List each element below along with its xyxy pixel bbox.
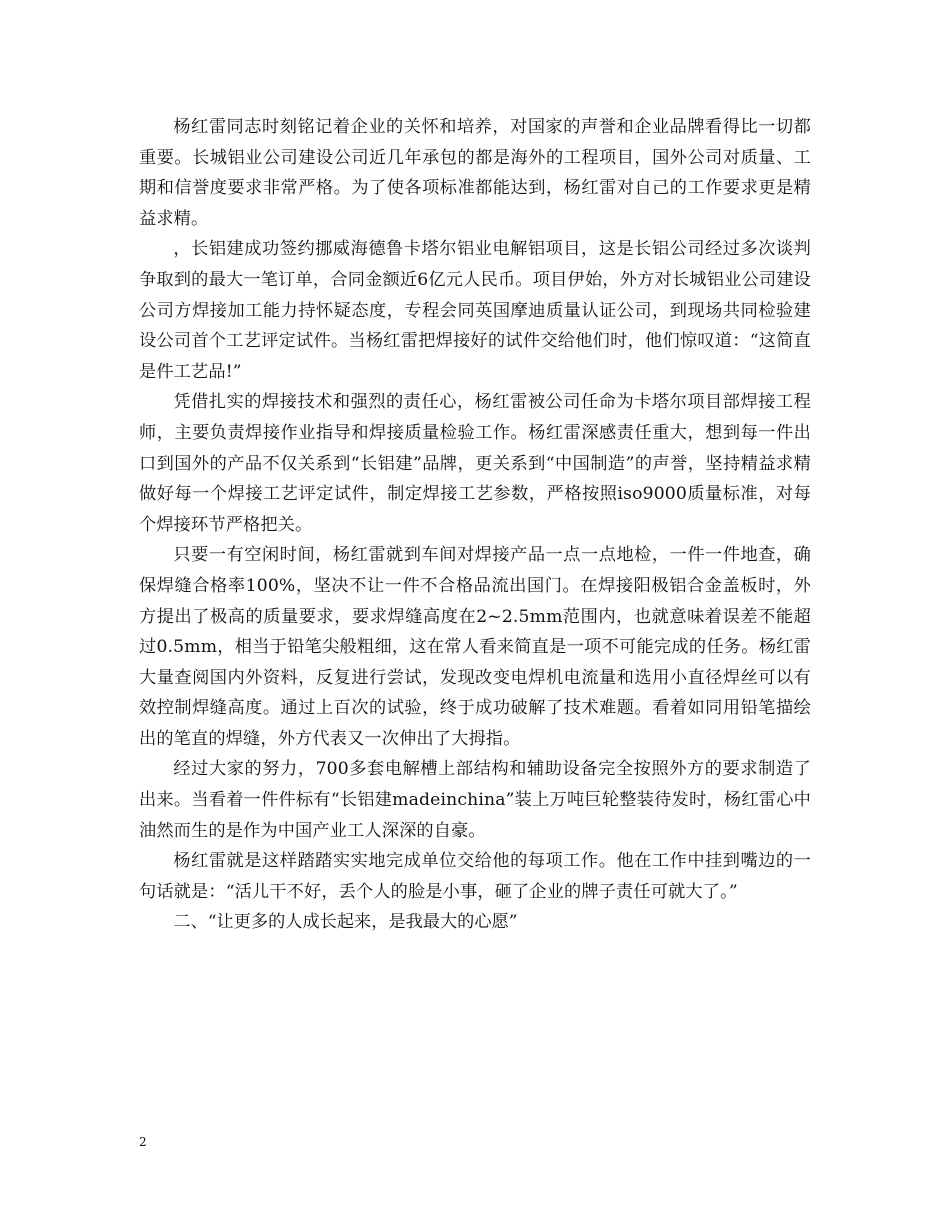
document-body bbox=[139, 112, 811, 938]
paragraph-5: 经过大家的努力，700多套电解槽上部结构和辅助设备完全按照外方的要求制造了出来。当看着一件件标有“长铝建madeinchina”装上万吨巨轮整装待发时，杨红雷心中油然而生的是作为中国产业工人深深的自豪。 bbox=[139, 759, 811, 841]
page-number: 2 bbox=[139, 1135, 147, 1149]
section-heading: 二、“让更多的人成长起来，是我最大的心愿” bbox=[173, 912, 518, 933]
paragraph-2: ，长铝建成功签约挪威海德鲁卡塔尔铝业电解铝项目，这是长铝公司经过多次谈判争取到的最大一笔订单，合同金额近6亿元人民币。项目伊始，外方对长城铝业公司建设公司方焊接加工能力持怀疑态度，专程会同英国摩迪质量认证公司，到现场共同检验建设公司首个工艺评定试件。当杨红雷把焊接好的试件交给他们时，他们惊叹道：“这简直是件工艺品!” bbox=[139, 239, 811, 382]
paragraph-6: 杨红雷就是这样踏踏实实地完成单位交给他的每项工作。他在工作中挂到嘴边的一句话就是：“活儿干不好，丢个人的脸是小事，砸了企业的牌子责任可就大了。” bbox=[139, 851, 811, 902]
paragraph-3: 凭借扎实的焊接技术和强烈的责任心，杨红雷被公司任命为卡塔尔项目部焊接工程师，主要负责焊接作业指导和焊接质量检验工作。杨红雷深感责任重大，想到每一件出口到国外的产品不仅关系到“长铝建”品牌，更关系到“中国制造”的声誉，坚持精益求精做好每一个焊接工艺评定试件，制定焊接工艺参数，严格按照iso9000质量标准，对每个焊接环节严格把关。 bbox=[139, 392, 811, 535]
paragraph-1: 杨红雷同志时刻铭记着企业的关怀和培养，对国家的声誉和企业品牌看得比一切都重要。长城铝业公司建设公司近几年承包的都是海外的工程项目，国外公司对质量、工期和信誉度要求非常严格。为了使各项标准都能达到，杨红雷对自己的工作要求更是精益求精。 bbox=[139, 117, 811, 229]
paragraph-4: 只要一有空闲时间，杨红雷就到车间对焊接产品一点一点地检，一件一件地查，确保焊缝合格率100%，坚决不让一件不合格品流出国门。在焊接阳极铝合金盖板时，外方提出了极高的质量要求，要求焊缝高度在2~2.5mm范围内，也就意味着误差不能超过0.5mm，相当于铅笔尖般粗细，这在常人看来简直是一项不可能完成的任务。杨红雷大量查阅国内外资料，反复进行尝试，发现改变电焊机电流量和选用小直径焊丝可以有效控制焊缝高度。通过上百次的试验，终于成功破解了技术难题。看着如同用铅笔描绘出的笔直的焊缝，外方代表又一次伸出了大拇指。 bbox=[139, 545, 811, 749]
